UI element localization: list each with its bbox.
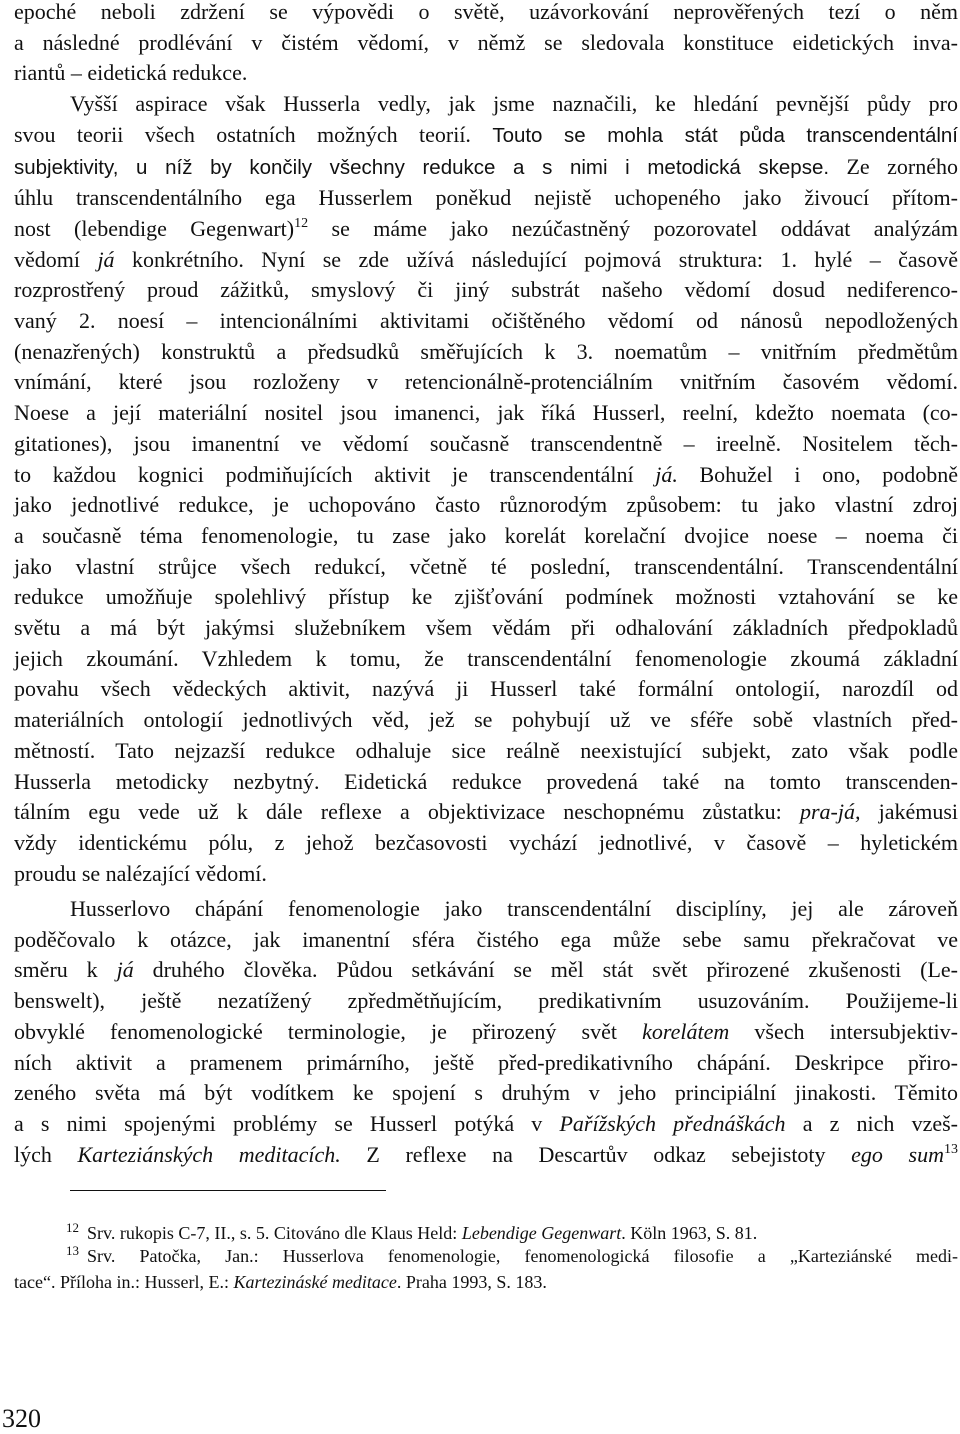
text-line — [14, 245, 958, 276]
text-line — [14, 1109, 958, 1140]
text-run: (nenazřených) konstruktů a předsudků směřujících k 3. noematům – vnitřním předmětům — [14, 338, 958, 364]
text-run: Z reflexe na Descartův odkaz sebejistoty — [340, 1141, 852, 1167]
text-line — [14, 582, 958, 613]
text-line — [14, 859, 958, 890]
text-run: obvyklé fenomenologické terminologie, je přirozený svět — [14, 1018, 643, 1044]
text-line — [14, 28, 958, 59]
text-run: poděčovalo k otázce, jak imanentní sféra čistého ega může sebe samu překračovat ve — [14, 926, 958, 952]
text-line — [14, 644, 958, 675]
text-run: Bohužel i ono, podobně — [677, 461, 958, 487]
text-line — [14, 1078, 958, 1109]
footnote-text-continued — [14, 1272, 547, 1292]
text-line — [14, 89, 958, 120]
text-line — [14, 613, 958, 644]
text-run: a následné prodlévání v čistém vědomí, v němž se sledovala konstituce eidetických inva- — [14, 29, 958, 55]
italic-text: já. — [655, 461, 678, 487]
sans-text: Touto se mohla stát půda transcendentální — [492, 123, 959, 147]
text-run: proudu se nalézající vědomí. — [14, 860, 267, 886]
text-line — [14, 767, 958, 798]
text-line — [14, 828, 958, 859]
text-run: rozprostřený proud zážitků, smyslový či jiný substrát našeho vědomí dosud nediferenco- — [14, 277, 958, 303]
text-run: jakémusi — [860, 799, 959, 825]
sans-text: subjektivity, u níž by končily všechny redukce a s nimi i metodická skepse. — [14, 155, 830, 179]
text-run: zeného světa má být vodítkem ke spojení s druhým v jeho principiální jinakosti. Těmito — [14, 1080, 958, 1106]
text-run: riantů – eidetická redukce. — [14, 60, 248, 86]
text-line — [14, 306, 958, 337]
italic-text: Karteziánských meditacích. — [77, 1141, 341, 1167]
text-run: . Praha 1993, S. 183. — [396, 1272, 547, 1292]
text-line — [14, 1048, 958, 1079]
text-run: Srv. Patočka, Jan.: Husserlova fenomenologie, fenomenologická filosofie a „Karteziánské medi- — [87, 1246, 958, 1266]
text-line — [14, 120, 958, 152]
text-line — [14, 152, 958, 184]
text-run: vaný 2. noesí – intencionálními aktivitami očištěného vědomí od nánosů nepodložených — [14, 308, 958, 334]
text-run: vnímání, které jsou rozloženy v retencionálně-protenciálním vnitřním časovém vědomí. — [14, 369, 958, 395]
footnote-text — [87, 1223, 757, 1243]
text-run: Noese a její materiální nositel jsou imanenci, jak říká Husserl, reelní, kdežto noemata (co- — [14, 400, 958, 426]
footnote-text — [87, 1246, 958, 1266]
text-run: gitationes), jsou imanentní ve vědomí současně transcendentně – ireelně. Nositelem těch- — [14, 430, 958, 456]
text-run: směru k — [14, 957, 117, 983]
text-run: nost (lebendige Gegenwart) — [14, 215, 295, 241]
text-run: jako jednotlivé redukce, je uchopováno často různorodým způsobem: tu jako vlastní zdroj — [14, 492, 958, 518]
text-line — [14, 894, 958, 925]
text-run: konkrétního. Nyní se zde užívá následující pojmová struktura: 1. hylé – časově — [114, 246, 958, 272]
text-line — [14, 1140, 958, 1171]
text-run: vždy identickému pólu, z jehož bezčasovosti vychází jednotlivé, v časově – hyletickém — [14, 829, 958, 855]
text-run: Vyšší aspirace však Husserla vedly, jak jsme naznačili, ke hledání pevnější půdy pro — [70, 91, 958, 117]
text-run: vědomí — [14, 246, 98, 272]
text-line — [14, 183, 958, 214]
text-run: světu a má být jakýmsi služebníkem všem vědám při odhalování základních předpokladů — [14, 615, 958, 641]
text-line — [14, 955, 958, 986]
text-line — [14, 925, 958, 956]
text-run: mětností. Tato nejzazší redukce odhaluje sice reálně neexistující subjekt, zato však podle — [14, 737, 958, 763]
text-run: ních aktivit a pramenem primárního, ještě před-predikativního chápání. Deskripce přiro- — [14, 1049, 958, 1075]
footnote-first-line — [14, 1243, 958, 1269]
page-number: 320 — [2, 1404, 41, 1433]
text-run: benswelt), ještě nezatížený zpředmětňujícím, predikativním usuzováním. Použijeme-li — [14, 988, 958, 1014]
text-line — [14, 797, 958, 828]
text-run: druhého člověka. Půdou setkávání se měl stát svět přirozené zkušenosti (Le- — [133, 957, 959, 983]
text-run: a s nimi spojenými problémy se Husserl potýká v — [14, 1110, 560, 1136]
text-line — [14, 490, 958, 521]
text-run: úhlu transcendentálního ega Husserlem poněkud nejistě uchopeného jako živoucí přítom- — [14, 185, 958, 211]
italic-text: já — [116, 957, 134, 983]
italic-text: Pařížských přednáškách — [559, 1110, 786, 1136]
text-run: a z nich vzeš- — [785, 1110, 959, 1136]
text-line — [14, 736, 958, 767]
text-run: epoché neboli zdržení se výpovědi o světě, uzávorkování neprověřených tezí o něm — [14, 0, 958, 24]
text-run: se máme jako nezúčastněný pozorovatel oddávat analýzám — [308, 215, 958, 241]
text-run: svou teorii všech ostatních možných teorií. — [14, 121, 493, 147]
italic-text: korelátem — [642, 1018, 730, 1044]
footnote-reference: 12 — [294, 215, 309, 231]
text-run: tálním egu vede už k dále reflexe a objektivizace neschopnému zůstatku: — [14, 799, 800, 825]
text-line — [14, 0, 958, 28]
footnote-13 — [14, 1243, 958, 1295]
footnote-number: 13 — [66, 1243, 79, 1258]
text-run: Husserlovo chápání fenomenologie jako transcendentální disciplíny, jej ale zároveň — [70, 896, 958, 921]
footnote-number: 12 — [66, 1220, 79, 1235]
footnote-separator — [70, 1190, 386, 1191]
text-run: materiálních ontologií jednotlivých věd, jež se pohybují už ve sféře sobě vlastních před- — [14, 707, 958, 733]
text-run: jejich zkoumání. Vzhledem k tomu, že transcendentální fenomenologie zkoumá základní — [14, 645, 958, 671]
text-run: tace“. Příloha in.: Husserl, E.: — [14, 1272, 234, 1292]
italic-text: já — [97, 246, 115, 272]
text-run: povahu všech vědeckých aktivit, nazývá ji Husserl také formální ontologií, narozdíl od — [14, 676, 958, 702]
text-line — [14, 337, 958, 368]
footnote-reference: 13 — [943, 1141, 958, 1157]
text-run: Husserla metodicky nezbytný. Eidetická redukce provedená také na tomto transcenden- — [14, 768, 958, 794]
text-line — [14, 674, 958, 705]
italic-text: Kartezináské meditace — [233, 1272, 397, 1292]
text-run: . Köln 1963, S. 81. — [621, 1223, 758, 1243]
text-run: Ze zorného — [829, 153, 958, 179]
text-line — [14, 398, 958, 429]
text-line — [14, 521, 958, 552]
text-line — [14, 58, 958, 89]
text-run: všech intersubjektiv- — [729, 1018, 958, 1044]
text-line — [14, 367, 958, 398]
text-line — [14, 429, 958, 460]
text-line — [14, 275, 958, 306]
text-line — [14, 214, 958, 245]
text-run: to každou kognici podmiňujících aktivit je transcendentální — [14, 461, 656, 487]
italic-text: pra-já, — [799, 799, 861, 825]
text-line — [14, 460, 958, 491]
text-line — [14, 552, 958, 583]
text-run: redukce umožňuje spolehlivý přístup ke zjišťování podmínek možnosti vztahování se ke — [14, 584, 958, 610]
text-run: a současně téma fenomenologie, tu zase jako korelát korelační dvojice noese – noema či — [14, 522, 958, 548]
text-run: lých — [14, 1141, 78, 1167]
text-line — [14, 1017, 958, 1048]
italic-text: Lebendige Gegenwart — [461, 1223, 622, 1243]
text-line — [14, 986, 958, 1017]
paragraph-2 — [14, 894, 958, 1170]
text-run: jako vlastní strůjce všech redukcí, včetně té poslední, transcendentální. Transcendentální — [14, 553, 958, 579]
italic-text: ego sum — [851, 1141, 944, 1167]
text-run: Srv. rukopis C-7, II., s. 5. Citováno dle Klaus Held: — [87, 1223, 462, 1243]
text-line — [14, 705, 958, 736]
paragraph-1 — [14, 0, 958, 889]
